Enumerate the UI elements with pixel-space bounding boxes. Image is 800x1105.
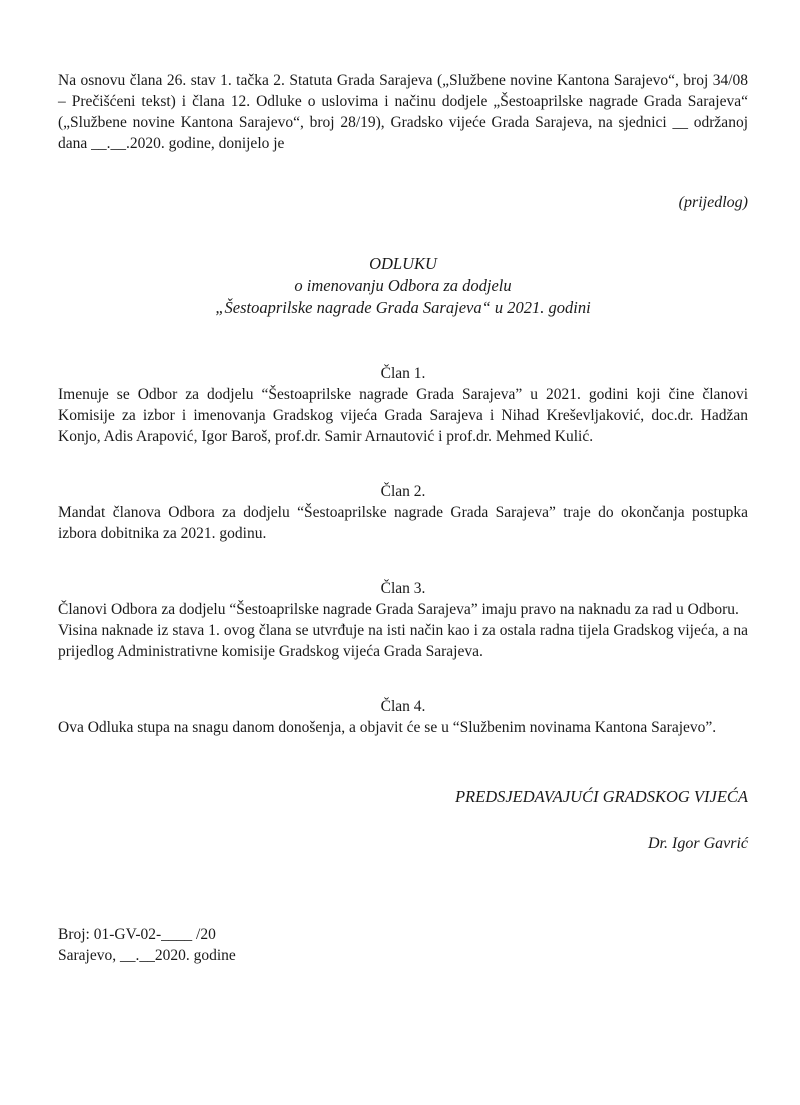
article-4-heading: Član 4. xyxy=(380,698,426,715)
signature-title: PREDSJEDAVAJUĆI GRADSKOG VIJEĆA xyxy=(454,787,748,806)
article-4-paragraph-1: Ova Odluka stupa na snagu danom donošenja, a objavit će se u “Službenim novinama Kantona Sarajevo”. xyxy=(58,719,717,736)
article-1 xyxy=(58,363,748,447)
article-1-heading: Član 1. xyxy=(380,365,426,382)
article-3-paragraph-2: Visina naknade iz stava 1. ovog člana se utvrđuje na isti način kao i za ostala radna tijela Gradskog vijeća, a na prijedlog Administrativne komisije Gradskog vijeća Grada Sarajeva. xyxy=(58,622,748,660)
article-2-heading: Član 2. xyxy=(380,483,426,500)
article-3 xyxy=(58,578,748,662)
signature-name: Dr. Igor Gavrić xyxy=(648,835,748,852)
document-page xyxy=(58,70,748,966)
article-2 xyxy=(58,481,748,544)
document-place-date: Sarajevo, __.__2020. godine xyxy=(58,947,236,964)
proposal-label: (prijedlog) xyxy=(678,194,748,211)
document-number: Broj: 01-GV-02-____ /20 xyxy=(58,926,216,943)
preamble-text: Na osnovu člana 26. stav 1. tačka 2. Statuta Grada Sarajeva („Službene novine Kantona Sarajevo“, broj 34/08 – Prečišćeni tekst) i člana 12. Odluke o uslovima i načinu dodjele „Šestoaprilske nagrade Grada Sarajeva“ („Službene novine Kantona Sarajevo“, broj 28/19), Gradsko vijeće Grada Sarajeva, na sjednici __ održanoj dana __.__.2020. godine, donijelo je xyxy=(58,72,748,152)
article-3-heading: Član 3. xyxy=(380,580,426,597)
decision-title xyxy=(58,253,748,319)
title-line-3: „Šestoaprilske nagrade Grada Sarajeva“ u 2021. godini xyxy=(215,298,591,317)
article-3-paragraph-1: Članovi Odbora za dodjelu “Šestoaprilske nagrade Grada Sarajeva” imaju pravo na naknadu za rad u Odboru. xyxy=(58,601,739,618)
article-1-paragraph-1: Imenuje se Odbor za dodjelu “Šestoaprilske nagrade Grada Sarajeva” u 2021. godini koji čine članovi Komisije za izbor i imenovanja Gradskog vijeća Grada Sarajeva i Nihad Kreševljaković, doc.dr. Hadžan Konjo, Adis Arapović, Igor Baroš, prof.dr. Samir Arnautović i prof.dr. Mehmed Kulić. xyxy=(58,386,748,445)
title-line-2: o imenovanju Odbora za dodjelu xyxy=(294,276,512,295)
document-footer xyxy=(58,924,748,966)
title-line-1: ODLUKU xyxy=(369,254,437,273)
article-2-paragraph-1: Mandat članova Odbora za dodjelu “Šestoaprilske nagrade Grada Sarajeva” traje do okončanja postupka izbora dobitnika za 2021. godinu. xyxy=(58,504,748,542)
article-4 xyxy=(58,696,748,738)
